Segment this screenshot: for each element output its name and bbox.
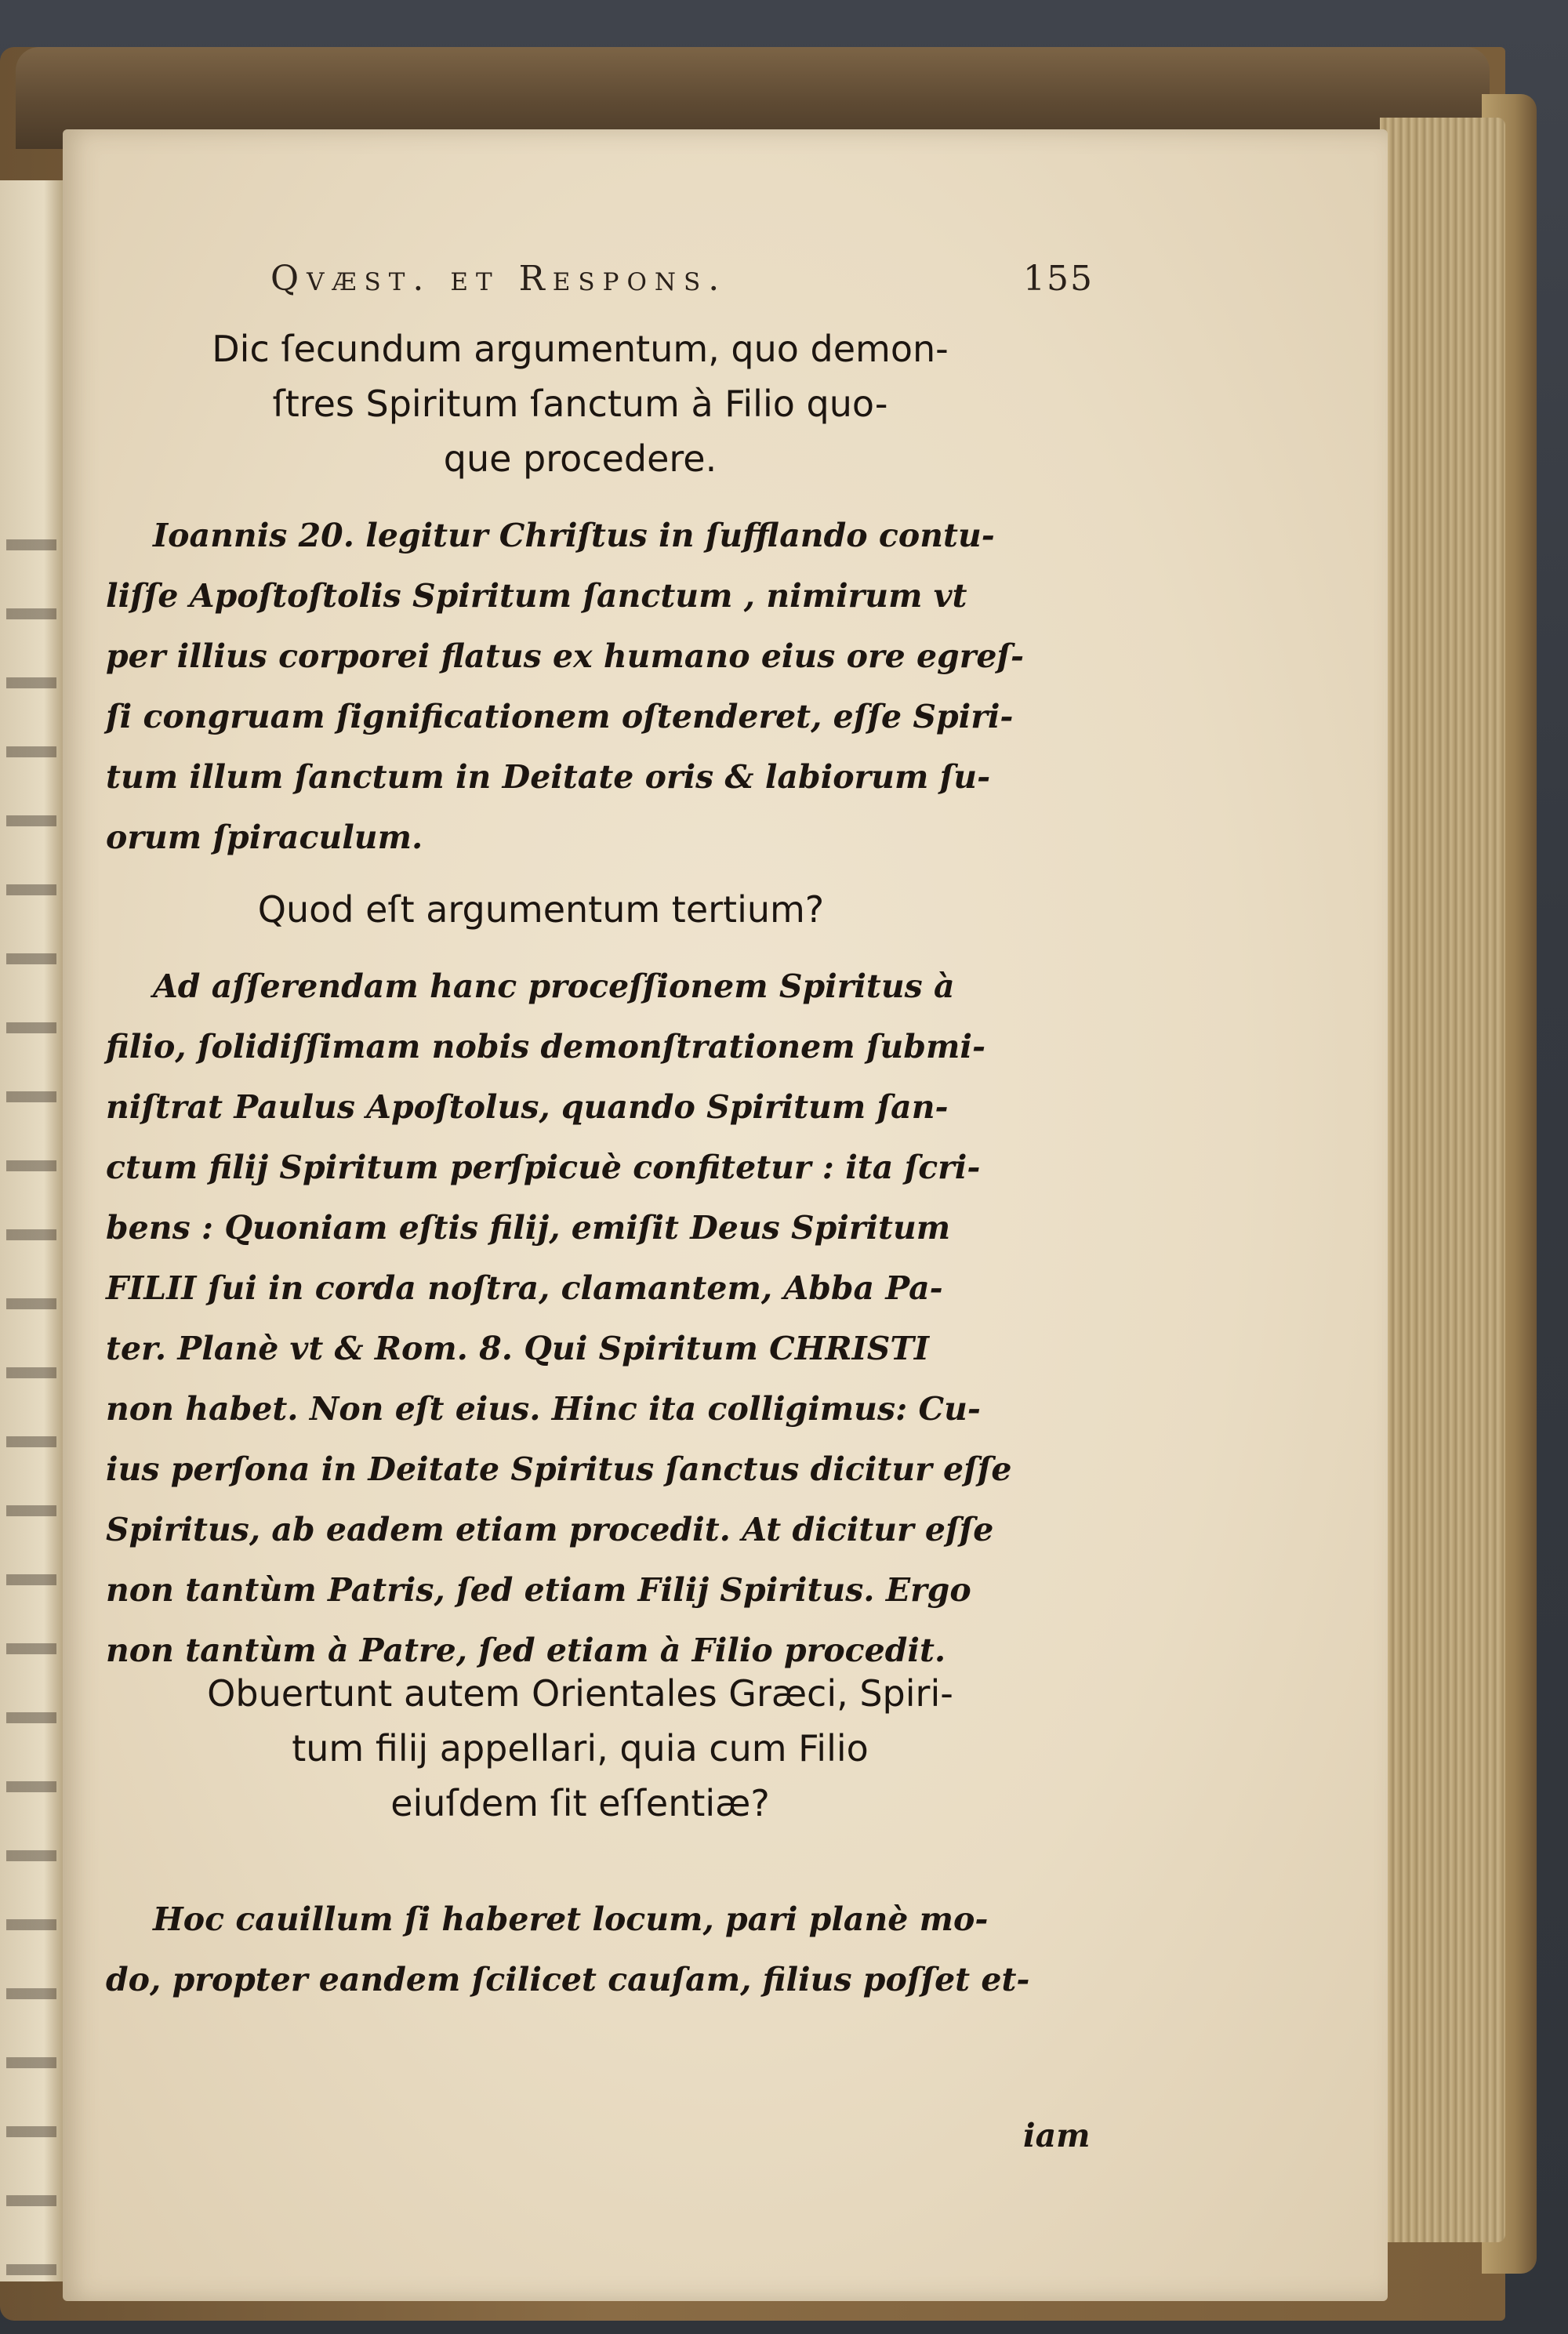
page-number: 155	[1023, 259, 1094, 299]
question-1: Dic ſecundum argumentum, quo demon- ſtres Spiritum ſanctum à Filio quo- que procedere.	[212, 328, 949, 480]
book-fore-edge	[1380, 118, 1505, 2242]
question-2: Quod eſt argumentum tertium?	[257, 888, 825, 931]
running-head	[270, 259, 1094, 314]
catchword: iam	[1023, 2117, 1091, 2154]
book-page	[63, 129, 1388, 2301]
facing-page-text-marks	[6, 510, 56, 2313]
answer-2: Ad aſſerendam hanc proceſſionem Spiritus à filio, ſolidiſſimam nobis demonſtrationem ſubmi- niſtrat Paulus Apoſtolus, quando Spiritum ſan- ctum filij Spiritum perſpicuè confitetur : ita ſcri- bens : Quoniam eſtis filij, emiſit Deus Spiritum FILII ſui in corda noſtra, clamantem, Abba Pa- ter. Planè vt & Rom. 8. Qui Spiritum CHRISTI non habet. Non eſt eius. Hinc ita colligimus: Cu- ius perſona in Deitate Spiritus ſanctus dicitur eſſe Spiritus, ab eadem etiam procedit. At dicitur eſſe non tantùm Patris, ſed etiam Filij Spiritus. Ergo non tantùm à Patre, ſed etiam à Filio procedit.	[106, 967, 1012, 1669]
running-head-title: Qvæst. et Respons.	[270, 259, 728, 299]
facing-page-edge	[0, 180, 63, 2281]
answer-3: Hoc cauillum ſi haberet locum, pari planè mo- do, propter eandem ſcilicet cauſam, filius poſſet et-	[106, 1900, 1030, 1998]
answer-1: Ioannis 20. legitur Chriſtus in ſufflando contu- liſſe Apoſtoſtolis Spiritum ſanctum , nimirum vt per illius corporei flatus ex humano eius ore egreſ- ſi congruam ſignificationem oſtenderet, eſſe Spiri- tum illum ſanctum in Deitate oris & labiorum ſu- orum ſpiraculum.	[106, 517, 1025, 856]
question-3: Obuertunt autem Orientales Græci, Spiri- tum filij appellari, quia cum Filio eiuſdem ſit eſſentiæ?	[207, 1672, 953, 1824]
